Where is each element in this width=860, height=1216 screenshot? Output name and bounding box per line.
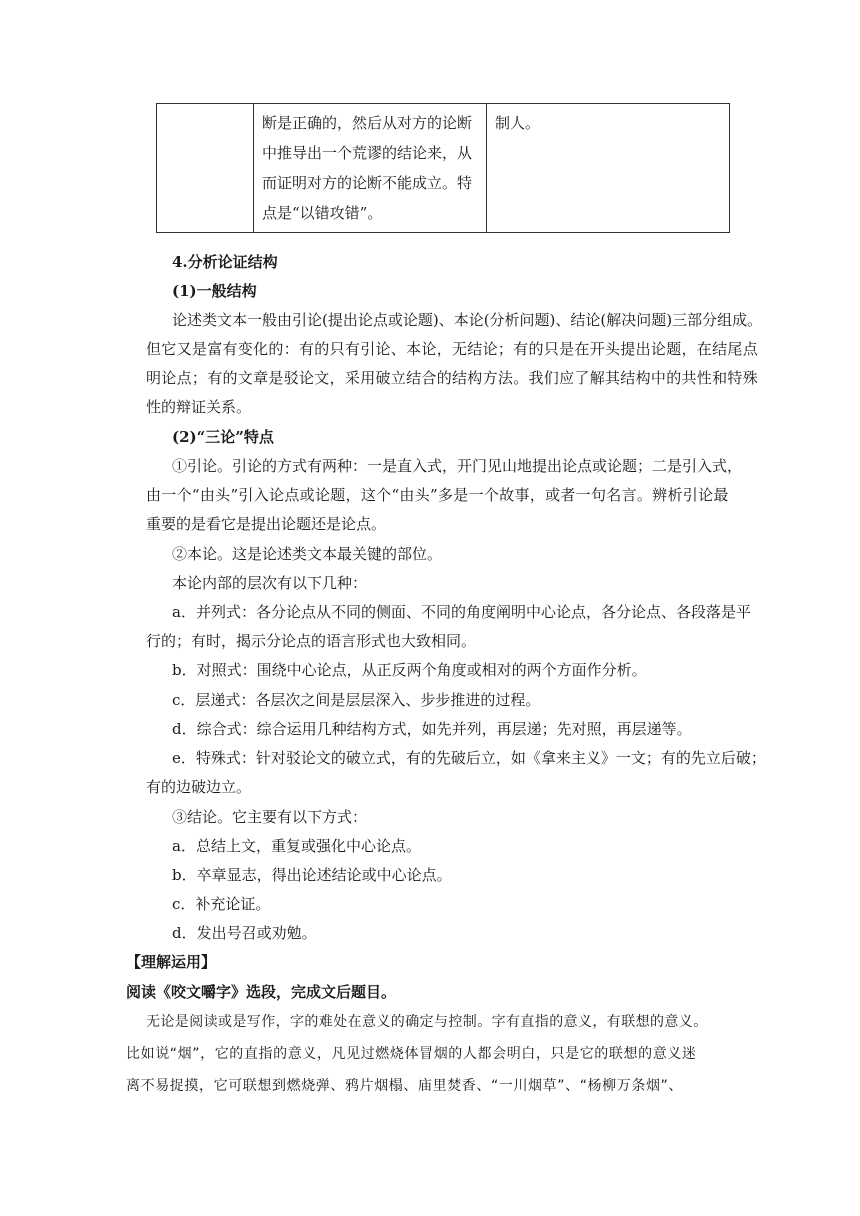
paragraph-line: 由一个“由头”引入论点或论题，这个“由头”多是一个故事，或者一句名言。辨析引论最 [146,486,729,504]
subsection-heading: (2)“三论”特点 [172,428,274,446]
table-row [157,104,730,233]
cell-line: 而证明对方的论断不能成立。特 [262,174,473,192]
list-item: d．发出号召或劝勉。 [172,924,317,942]
paragraph-line: ①引论。引论的方式有两种：一是直入式，开门见山地提出论点或论题；二是引入式， [172,457,743,475]
list-item-continuation: 行的；有时，揭示分论点的语言形式也大致相同。 [146,632,477,650]
list-item: c．层递式：各层次之间是层层深入、步步推进的过程。 [172,691,541,709]
paragraph-line: 本论内部的层次有以下几种： [172,574,368,592]
cell-line: 点是“以错攻错”。 [262,204,383,222]
passage-line: 无论是阅读或是写作，字的难处在意义的确定与控制。字有直指的意义，有联想的意义。 [146,1014,708,1030]
paragraph-line: 性的辩证关系。 [146,398,252,416]
section-heading: 4.分析论证结构 [172,253,278,271]
paragraph-line: ②本论。这是论述类文本最关键的部位。 [172,545,443,563]
cell-line: 中推导出一个荒谬的结论来，从 [262,144,473,162]
practice-instruction: 阅读《咬文嚼字》选段，完成文后题目。 [126,983,397,1001]
subsection-heading: (1)一般结构 [172,282,257,300]
table-cell-empty [157,104,254,233]
cell-line: 断是正确的，然后从对方的论断 [262,114,473,132]
continued-table [156,103,730,233]
list-item: b．对照式：围绕中心论点，从正反两个角度或相对的两个方面作分析。 [172,661,647,679]
paragraph-line: 论述类文本一般由引论(提出论点或论题)、本论(分析问题)、结论(解决问题)三部分组成。 [172,311,763,329]
list-item: a．总结上文，重复或强化中心论点。 [172,837,421,855]
list-item-continuation: 有的边破边立。 [146,778,252,796]
paragraph-line: ③结论。它主要有以下方式： [172,808,368,826]
cell-line: 制人。 [495,114,541,132]
paragraph-line: 明论点；有的文章是驳论文，采用破立结合的结构方法。我们应了解其结构中的共性和特殊 [146,369,759,387]
table-cell-description [254,104,487,233]
list-item: a．并列式：各分论点从不同的侧面、不同的角度阐明中心论点，各分论点、各段落是平 [172,603,751,621]
practice-heading: 【理解运用】 [126,953,217,971]
paragraph-line: 重要的是看它是提出论题还是论点。 [146,515,387,533]
list-item: b．卒章显志，得出论述结论或中心论点。 [172,866,452,884]
list-item: e．特殊式：针对驳论文的破立式，有的先破后立，如《拿来主义》一文；有的先立后破； [172,749,766,767]
list-item: d．综合式：综合运用几种结构方式，如先并列，再层递；先对照，再层递等。 [172,720,692,738]
paragraph-line: 但它又是富有变化的：有的只有引论、本论，无结论；有的只是在开头提出论题，在结尾点 [146,340,759,358]
list-item: c．补充论证。 [172,895,271,913]
passage-line: 比如说“烟”，它的直指的意义，凡见过燃烧体冒烟的人都会明白，只是它的联想的意义迷 [126,1046,697,1062]
passage-line: 离不易捉摸，它可联想到燃烧弹、鸦片烟榻、庙里焚香、“一川烟草”、“杨柳万条烟”、 [126,1078,684,1094]
table-cell-note [487,104,730,233]
